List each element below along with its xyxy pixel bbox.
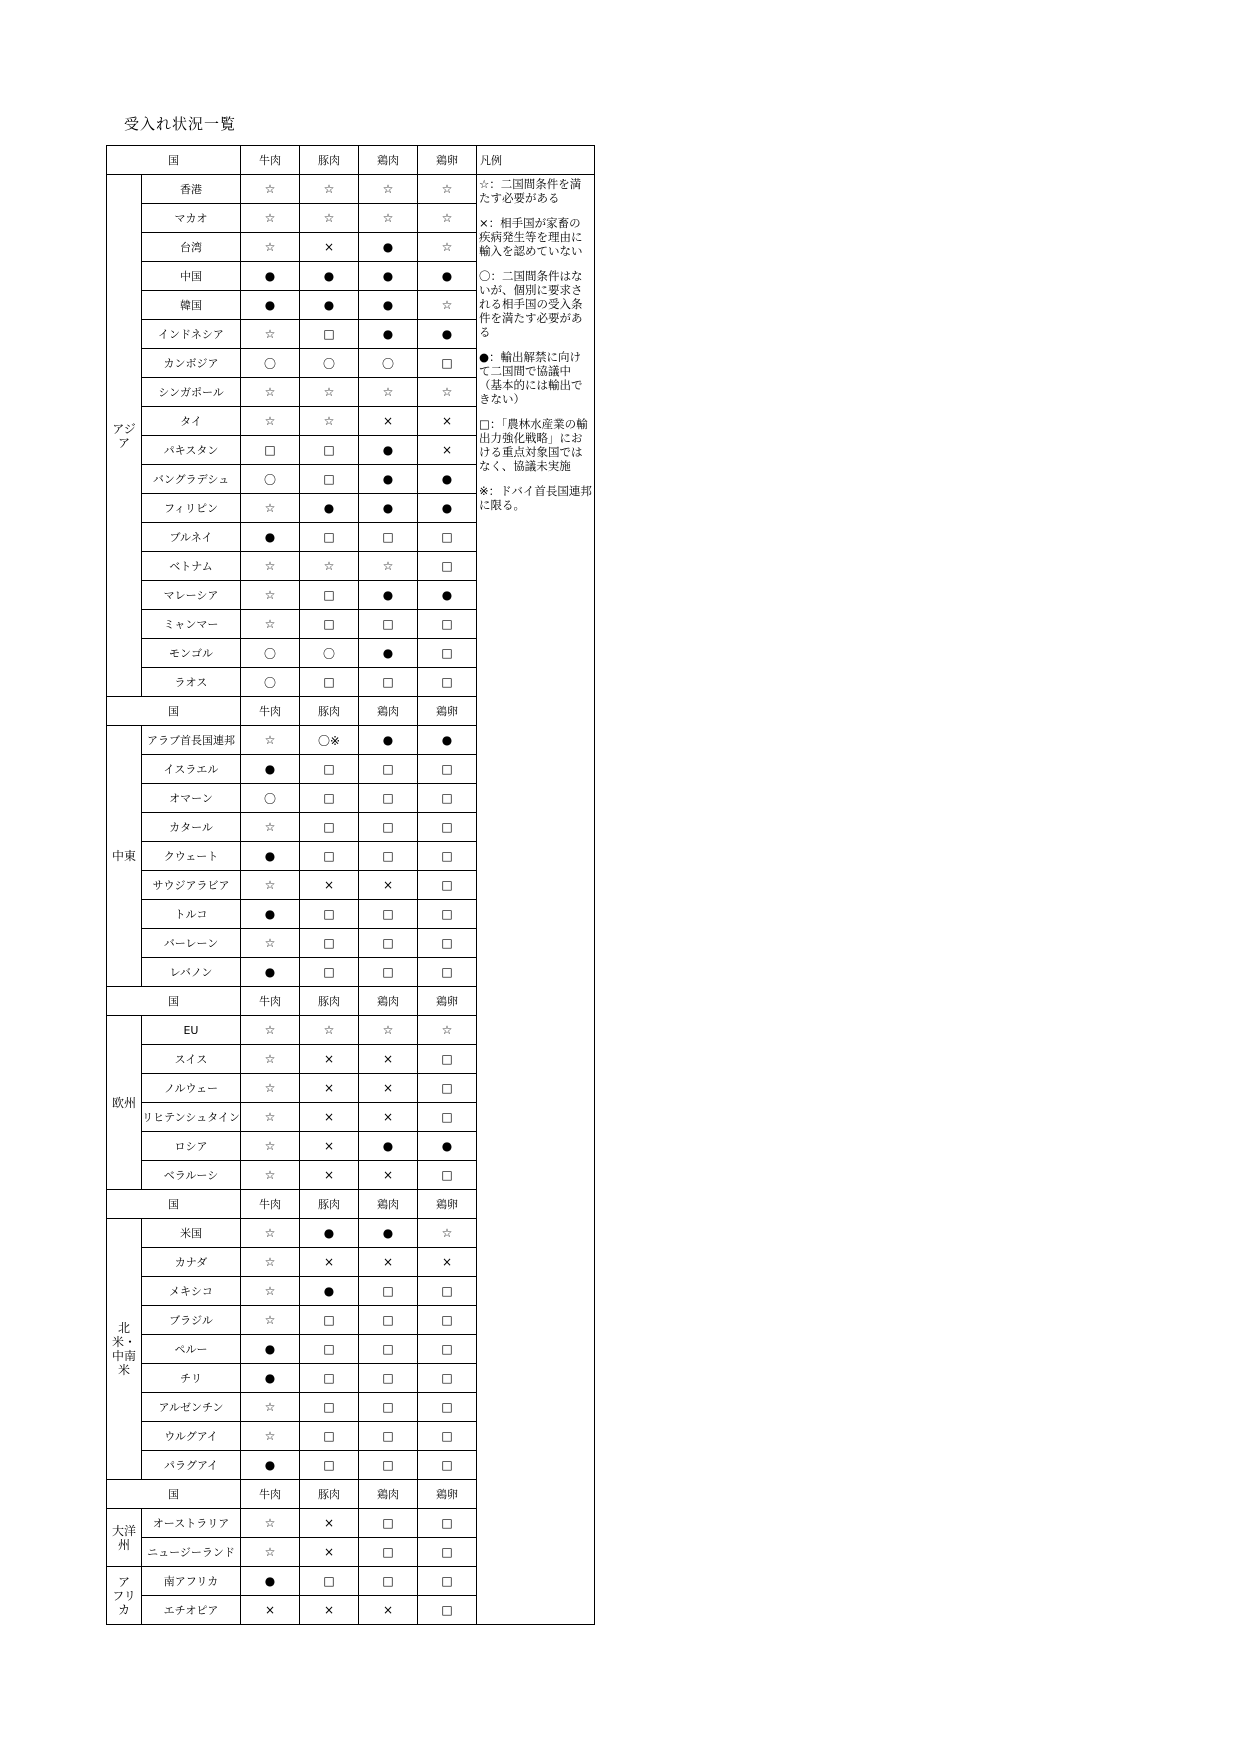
status-mark: × bbox=[359, 1161, 418, 1190]
status-mark: □ bbox=[300, 958, 359, 987]
status-mark: □ bbox=[300, 668, 359, 697]
status-mark: □ bbox=[418, 784, 477, 813]
status-mark: ☆ bbox=[241, 871, 300, 900]
status-mark: × bbox=[300, 1538, 359, 1567]
status-mark: □ bbox=[300, 436, 359, 465]
country-name: イスラエル bbox=[142, 755, 241, 784]
status-mark: □ bbox=[300, 784, 359, 813]
column-header: 鶏卵 bbox=[418, 1480, 477, 1509]
status-mark: ☆ bbox=[300, 204, 359, 233]
column-header: 鶏肉 bbox=[359, 146, 418, 175]
column-header: 鶏卵 bbox=[418, 987, 477, 1016]
status-mark: ☆ bbox=[241, 929, 300, 958]
country-name: リヒテンシュタイン bbox=[142, 1103, 241, 1132]
status-mark: ☆ bbox=[359, 378, 418, 407]
status-mark: ☆ bbox=[241, 1016, 300, 1045]
country-name: アルゼンチン bbox=[142, 1393, 241, 1422]
status-mark: ● bbox=[359, 320, 418, 349]
status-mark: ☆ bbox=[241, 1393, 300, 1422]
country-header: 国 bbox=[107, 697, 241, 726]
status-mark: □ bbox=[300, 320, 359, 349]
column-header: 鶏卵 bbox=[418, 697, 477, 726]
region-label: 北米・中南米 bbox=[107, 1219, 142, 1480]
status-mark: □ bbox=[300, 1393, 359, 1422]
status-mark: × bbox=[418, 407, 477, 436]
status-mark: × bbox=[300, 233, 359, 262]
status-mark: ☆ bbox=[418, 204, 477, 233]
country-name: クウェート bbox=[142, 842, 241, 871]
country-name: タイ bbox=[142, 407, 241, 436]
status-mark: ● bbox=[418, 465, 477, 494]
status-mark: × bbox=[359, 871, 418, 900]
status-mark: □ bbox=[418, 523, 477, 552]
status-mark: ☆ bbox=[241, 233, 300, 262]
country-name: 韓国 bbox=[142, 291, 241, 320]
status-mark: × bbox=[359, 1103, 418, 1132]
status-mark: □ bbox=[418, 1103, 477, 1132]
status-mark: × bbox=[300, 1074, 359, 1103]
status-mark: □ bbox=[359, 813, 418, 842]
status-mark: □ bbox=[300, 581, 359, 610]
country-name: トルコ bbox=[142, 900, 241, 929]
status-mark: ● bbox=[418, 1132, 477, 1161]
country-header: 国 bbox=[107, 1190, 241, 1219]
status-mark: ☆ bbox=[300, 378, 359, 407]
region-label: 欧州 bbox=[107, 1016, 142, 1190]
status-mark: □ bbox=[241, 436, 300, 465]
status-mark: □ bbox=[300, 1364, 359, 1393]
status-mark: ● bbox=[359, 581, 418, 610]
status-mark: ● bbox=[359, 233, 418, 262]
status-mark: □ bbox=[418, 610, 477, 639]
status-mark: ☆ bbox=[241, 610, 300, 639]
country-name: エチオピア bbox=[142, 1596, 241, 1625]
status-mark: □ bbox=[418, 552, 477, 581]
status-mark: 〇 bbox=[241, 668, 300, 697]
status-mark: ☆ bbox=[418, 1016, 477, 1045]
status-mark: 〇 bbox=[300, 349, 359, 378]
status-mark: × bbox=[300, 1596, 359, 1625]
country-name: インドネシア bbox=[142, 320, 241, 349]
status-mark: □ bbox=[359, 1567, 418, 1596]
status-mark: × bbox=[300, 1509, 359, 1538]
country-name: ミャンマー bbox=[142, 610, 241, 639]
status-mark: ● bbox=[241, 755, 300, 784]
status-mark: □ bbox=[359, 523, 418, 552]
status-mark: ● bbox=[418, 494, 477, 523]
status-mark: □ bbox=[418, 1045, 477, 1074]
status-mark: ● bbox=[359, 436, 418, 465]
status-mark: ☆ bbox=[300, 1016, 359, 1045]
country-name: ブラジル bbox=[142, 1306, 241, 1335]
status-mark: ● bbox=[418, 262, 477, 291]
country-header: 国 bbox=[107, 987, 241, 1016]
status-mark: ☆ bbox=[241, 407, 300, 436]
status-mark: □ bbox=[418, 668, 477, 697]
status-mark: □ bbox=[359, 1422, 418, 1451]
country-name: 南アフリカ bbox=[142, 1567, 241, 1596]
status-mark: □ bbox=[418, 1335, 477, 1364]
country-name: カタール bbox=[142, 813, 241, 842]
country-header: 国 bbox=[107, 146, 241, 175]
status-mark: × bbox=[359, 1074, 418, 1103]
status-mark: 〇 bbox=[359, 349, 418, 378]
status-mark: □ bbox=[359, 1277, 418, 1306]
status-mark: ☆ bbox=[241, 1277, 300, 1306]
status-mark: ● bbox=[241, 1567, 300, 1596]
status-mark: ☆ bbox=[241, 320, 300, 349]
legend-item: ※：ドバイ首長国連邦に限る。 bbox=[479, 484, 592, 512]
status-mark: ● bbox=[241, 1335, 300, 1364]
column-header: 鶏肉 bbox=[359, 987, 418, 1016]
status-mark: □ bbox=[418, 349, 477, 378]
column-header: 牛肉 bbox=[241, 987, 300, 1016]
status-mark: ● bbox=[418, 320, 477, 349]
country-name: マカオ bbox=[142, 204, 241, 233]
status-mark: □ bbox=[300, 523, 359, 552]
column-header: 牛肉 bbox=[241, 697, 300, 726]
column-header: 牛肉 bbox=[241, 1190, 300, 1219]
column-header: 豚肉 bbox=[300, 987, 359, 1016]
status-mark: □ bbox=[300, 1306, 359, 1335]
country-name: バングラデシュ bbox=[142, 465, 241, 494]
column-header: 鶏肉 bbox=[359, 697, 418, 726]
status-mark: ☆ bbox=[359, 1016, 418, 1045]
status-mark: × bbox=[300, 871, 359, 900]
status-mark: 〇 bbox=[241, 639, 300, 668]
status-mark: × bbox=[300, 1103, 359, 1132]
country-name: シンガポール bbox=[142, 378, 241, 407]
status-mark: 〇※ bbox=[300, 726, 359, 755]
status-mark: ☆ bbox=[418, 175, 477, 204]
country-name: ニュージーランド bbox=[142, 1538, 241, 1567]
legend-panel bbox=[477, 175, 595, 1625]
status-mark: □ bbox=[300, 610, 359, 639]
status-mark: □ bbox=[359, 668, 418, 697]
status-mark: 〇 bbox=[241, 784, 300, 813]
column-header: 豚肉 bbox=[300, 146, 359, 175]
legend-item: ×：相手国が家畜の疾病発生等を理由に輸入を認めていない bbox=[479, 216, 583, 258]
status-mark: ☆ bbox=[241, 1538, 300, 1567]
status-mark: ● bbox=[241, 958, 300, 987]
status-mark: □ bbox=[300, 842, 359, 871]
status-mark: ☆ bbox=[359, 204, 418, 233]
status-mark: ☆ bbox=[241, 581, 300, 610]
country-name: ラオス bbox=[142, 668, 241, 697]
column-header: 豚肉 bbox=[300, 697, 359, 726]
status-mark: ☆ bbox=[241, 175, 300, 204]
status-mark: □ bbox=[359, 755, 418, 784]
country-name: チリ bbox=[142, 1364, 241, 1393]
status-mark: ☆ bbox=[359, 552, 418, 581]
status-mark: □ bbox=[359, 784, 418, 813]
region-label: アフリカ bbox=[107, 1567, 142, 1625]
status-mark: □ bbox=[300, 1567, 359, 1596]
status-mark: □ bbox=[418, 871, 477, 900]
status-mark: ☆ bbox=[359, 175, 418, 204]
status-mark: ● bbox=[300, 262, 359, 291]
status-mark: □ bbox=[418, 813, 477, 842]
country-name: 米国 bbox=[142, 1219, 241, 1248]
status-mark: □ bbox=[418, 1451, 477, 1480]
region-label: 中東 bbox=[107, 726, 142, 987]
status-mark: × bbox=[359, 407, 418, 436]
status-mark: ● bbox=[241, 262, 300, 291]
column-header: 鶏肉 bbox=[359, 1190, 418, 1219]
status-mark: ☆ bbox=[418, 233, 477, 262]
status-mark: ☆ bbox=[241, 1248, 300, 1277]
status-mark: ● bbox=[359, 1219, 418, 1248]
status-mark: □ bbox=[359, 1393, 418, 1422]
country-name: オマーン bbox=[142, 784, 241, 813]
country-name: メキシコ bbox=[142, 1277, 241, 1306]
status-mark: ☆ bbox=[241, 1306, 300, 1335]
status-mark: ☆ bbox=[241, 1509, 300, 1538]
status-mark: □ bbox=[418, 842, 477, 871]
status-mark: □ bbox=[418, 1277, 477, 1306]
country-name: スイス bbox=[142, 1045, 241, 1074]
legend-item: ☆：二国間条件を満たす必要がある bbox=[479, 177, 582, 205]
country-name: マレーシア bbox=[142, 581, 241, 610]
status-mark: □ bbox=[300, 755, 359, 784]
status-mark: □ bbox=[300, 465, 359, 494]
status-mark: 〇 bbox=[300, 639, 359, 668]
country-name: レバノン bbox=[142, 958, 241, 987]
country-name: ロシア bbox=[142, 1132, 241, 1161]
status-mark: × bbox=[418, 1248, 477, 1277]
country-name: ウルグアイ bbox=[142, 1422, 241, 1451]
status-mark: ● bbox=[241, 842, 300, 871]
status-mark: □ bbox=[300, 1422, 359, 1451]
status-mark: ☆ bbox=[418, 378, 477, 407]
column-header: 豚肉 bbox=[300, 1190, 359, 1219]
status-mark: ☆ bbox=[241, 813, 300, 842]
status-mark: ☆ bbox=[241, 204, 300, 233]
legend-item: □：「農林水産業の輸出力強化戦略」における重点対象国ではなく、協議未実施 bbox=[479, 417, 588, 473]
region-label: アジア bbox=[107, 175, 142, 697]
status-mark: ☆ bbox=[418, 1219, 477, 1248]
country-header: 国 bbox=[107, 1480, 241, 1509]
status-mark: □ bbox=[418, 639, 477, 668]
status-mark: × bbox=[418, 436, 477, 465]
column-header: 豚肉 bbox=[300, 1480, 359, 1509]
status-mark: □ bbox=[418, 929, 477, 958]
country-name: サウジアラビア bbox=[142, 871, 241, 900]
status-mark: □ bbox=[359, 1306, 418, 1335]
country-name: モンゴル bbox=[142, 639, 241, 668]
country-name: カンボジア bbox=[142, 349, 241, 378]
status-mark: ☆ bbox=[241, 726, 300, 755]
status-mark: □ bbox=[418, 1567, 477, 1596]
status-mark: ☆ bbox=[300, 407, 359, 436]
status-mark: ☆ bbox=[241, 1132, 300, 1161]
status-mark: ☆ bbox=[241, 1103, 300, 1132]
status-mark: □ bbox=[300, 900, 359, 929]
status-mark: □ bbox=[300, 1335, 359, 1364]
status-mark: ☆ bbox=[241, 494, 300, 523]
country-name: パキスタン bbox=[142, 436, 241, 465]
status-mark: ☆ bbox=[241, 1422, 300, 1451]
status-mark: ● bbox=[418, 726, 477, 755]
status-mark: ☆ bbox=[241, 1219, 300, 1248]
status-mark: □ bbox=[300, 929, 359, 958]
status-mark: ● bbox=[359, 1132, 418, 1161]
country-name: アラブ首長国連邦 bbox=[142, 726, 241, 755]
column-header: 鶏卵 bbox=[418, 146, 477, 175]
status-mark: □ bbox=[359, 958, 418, 987]
status-mark: □ bbox=[418, 1509, 477, 1538]
status-mark: ● bbox=[300, 291, 359, 320]
legend-item: ●：輸出解禁に向けて二国間で協議中（基本的には輸出できない） bbox=[479, 350, 583, 406]
country-name: ノルウェー bbox=[142, 1074, 241, 1103]
status-mark: □ bbox=[359, 1538, 418, 1567]
country-name: カナダ bbox=[142, 1248, 241, 1277]
status-mark: ● bbox=[241, 900, 300, 929]
status-mark: □ bbox=[418, 958, 477, 987]
status-mark: ● bbox=[300, 1277, 359, 1306]
status-mark: ☆ bbox=[300, 552, 359, 581]
status-mark: □ bbox=[418, 1306, 477, 1335]
country-name: ペルー bbox=[142, 1335, 241, 1364]
region-label: 大洋州 bbox=[107, 1509, 142, 1567]
legend-header: 凡例 bbox=[477, 146, 595, 175]
status-mark: × bbox=[359, 1248, 418, 1277]
country-name: 香港 bbox=[142, 175, 241, 204]
status-mark: ● bbox=[359, 639, 418, 668]
acceptance-status-table bbox=[106, 145, 595, 1625]
status-mark: □ bbox=[359, 1364, 418, 1393]
status-mark: □ bbox=[359, 842, 418, 871]
country-name: 台湾 bbox=[142, 233, 241, 262]
status-mark: □ bbox=[359, 1335, 418, 1364]
status-mark: ☆ bbox=[241, 552, 300, 581]
status-mark: × bbox=[300, 1045, 359, 1074]
status-mark: ● bbox=[359, 494, 418, 523]
status-mark: ● bbox=[300, 1219, 359, 1248]
country-name: 中国 bbox=[142, 262, 241, 291]
column-header: 牛肉 bbox=[241, 1480, 300, 1509]
status-mark: ☆ bbox=[241, 1161, 300, 1190]
status-mark: □ bbox=[418, 1364, 477, 1393]
status-mark: □ bbox=[418, 900, 477, 929]
status-mark: × bbox=[359, 1045, 418, 1074]
status-mark: ● bbox=[418, 581, 477, 610]
status-mark: ☆ bbox=[300, 175, 359, 204]
status-mark: ● bbox=[359, 726, 418, 755]
column-header: 鶏卵 bbox=[418, 1190, 477, 1219]
status-mark: 〇 bbox=[241, 349, 300, 378]
status-mark: □ bbox=[359, 610, 418, 639]
status-mark: □ bbox=[418, 1393, 477, 1422]
country-name: パラグアイ bbox=[142, 1451, 241, 1480]
status-mark: × bbox=[241, 1596, 300, 1625]
status-mark: ● bbox=[359, 465, 418, 494]
country-name: バーレーン bbox=[142, 929, 241, 958]
status-mark: □ bbox=[300, 1451, 359, 1480]
status-mark: ● bbox=[359, 291, 418, 320]
status-mark: ● bbox=[359, 262, 418, 291]
status-mark: □ bbox=[359, 929, 418, 958]
status-mark: □ bbox=[418, 1161, 477, 1190]
legend-item: 〇：二国間条件はないが、個別に要求される相手国の受入条件を満たす必要がある bbox=[479, 269, 583, 339]
status-mark: □ bbox=[418, 1422, 477, 1451]
country-name: ベラルーシ bbox=[142, 1161, 241, 1190]
status-mark: ☆ bbox=[418, 291, 477, 320]
status-mark: ☆ bbox=[241, 1074, 300, 1103]
status-mark: ● bbox=[300, 494, 359, 523]
status-mark: ● bbox=[241, 291, 300, 320]
country-name: ベトナム bbox=[142, 552, 241, 581]
status-mark: ● bbox=[241, 1451, 300, 1480]
status-mark: □ bbox=[418, 1596, 477, 1625]
status-mark: × bbox=[359, 1596, 418, 1625]
status-mark: ● bbox=[241, 523, 300, 552]
page-title: 受入れ状況一覧 bbox=[124, 115, 237, 133]
column-header: 鶏肉 bbox=[359, 1480, 418, 1509]
header-row bbox=[107, 146, 595, 175]
status-mark: × bbox=[300, 1248, 359, 1277]
status-mark: □ bbox=[418, 755, 477, 784]
status-mark: □ bbox=[418, 1074, 477, 1103]
country-name: オーストラリア bbox=[142, 1509, 241, 1538]
status-mark: ☆ bbox=[241, 1045, 300, 1074]
status-mark: □ bbox=[300, 813, 359, 842]
column-header: 牛肉 bbox=[241, 146, 300, 175]
status-mark: ☆ bbox=[241, 378, 300, 407]
status-mark: × bbox=[300, 1161, 359, 1190]
status-mark: ● bbox=[241, 1364, 300, 1393]
status-mark: □ bbox=[359, 1451, 418, 1480]
table-row bbox=[107, 175, 595, 204]
country-name: フィリピン bbox=[142, 494, 241, 523]
status-mark: □ bbox=[359, 900, 418, 929]
status-mark: □ bbox=[359, 1509, 418, 1538]
country-name: ブルネイ bbox=[142, 523, 241, 552]
status-mark: 〇 bbox=[241, 465, 300, 494]
country-name: EU bbox=[142, 1016, 241, 1045]
status-mark: □ bbox=[418, 1538, 477, 1567]
status-mark: × bbox=[300, 1132, 359, 1161]
